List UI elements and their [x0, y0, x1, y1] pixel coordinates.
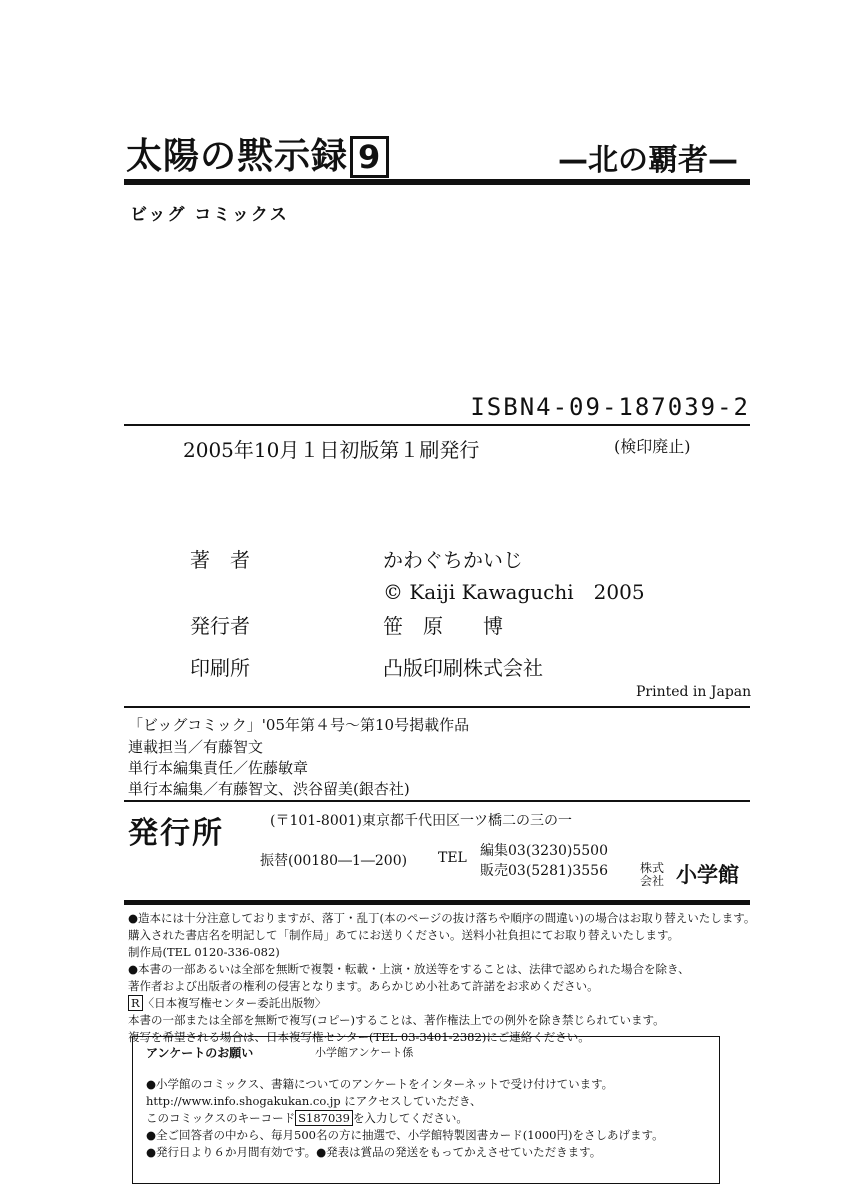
survey-line-4: ●全ご回答者の中から、毎月500名の方に抽選で、小学館特製図書カード(1000円)をさしあげます。: [146, 1128, 664, 1142]
author-label: 著 者: [190, 548, 250, 572]
note-line-8: 複写を希望される場合は、日本複写権センター(TEL 03-3401-2382)にご連絡ください。: [128, 1030, 590, 1044]
series-name: ビッグ コミックス: [130, 205, 289, 225]
tel-label: TEL: [438, 850, 467, 866]
corporation-type: [640, 862, 664, 888]
publisher-label: 発行者: [190, 614, 250, 638]
credits-rule: [124, 706, 750, 708]
printer-label: 印刷所: [190, 656, 250, 680]
postal-transfer: 振替(00180―1―200): [260, 853, 408, 869]
note-line-5: 著作者および出版者の権利の侵害となります。あらかじめ小社あて許諾をお求めください。: [128, 979, 599, 993]
book-subtitle: —北の覇者—: [558, 143, 738, 178]
survey-line-5: ●発行日より６か月間有効です。●発表は賞品の発送をもってかえさせていただきます。: [146, 1145, 602, 1159]
printer-name: 凸版印刷株式会社: [383, 656, 543, 680]
note-line-7: 本書の一部または全部を無断で複写(コピー)することは、著作権法上での例外を除き禁じられています。: [128, 1013, 665, 1027]
copyright: © Kaiji Kawaguchi 2005: [383, 580, 645, 604]
note-line-2: 購入された書店名を明記して「制作局」あてにお送りください。送料小社負担にてお取り替えいたします。: [128, 928, 680, 942]
author-name: かわぐちかいじ: [383, 548, 523, 572]
note-line-4: ●本書の一部あるいは全部を無断で複製・転載・上演・放送等をすることは、法律で認められた場合を除き、: [128, 962, 690, 976]
corp-type-line2: 会社: [640, 874, 665, 888]
publisher-name: 笹 原 博: [383, 614, 503, 638]
isbn-rule: [124, 424, 750, 426]
note-line-1: ●造本には十分注意しておりますが、落丁・乱丁(本のページの抜け落ちや順序の間違い)の場合はお取り替えいたします。: [128, 911, 756, 925]
note-line-3: 制作局(TEL 0120-336-082): [128, 945, 280, 959]
survey-key-code: S187039: [295, 1110, 353, 1126]
survey-heading: アンケートのお願い: [146, 1046, 254, 1060]
publisher-logo-name: 小学館: [676, 863, 739, 887]
survey-line-3: [146, 1110, 468, 1126]
registered-mark-icon: R: [128, 995, 143, 1011]
publisher-rule: [124, 900, 750, 905]
survey-line-2: [146, 1093, 482, 1109]
note-line-6-text: 〈日本複写権センター委託出版物〉: [142, 996, 327, 1010]
survey-department: 小学館アンケート係: [315, 1046, 414, 1059]
note-line-6: [128, 995, 326, 1011]
isbn: ISBN4-09-187039-2: [470, 393, 750, 421]
serialization-note: 「ビッグコミック」'05年第４号～第10号掲載作品: [128, 716, 470, 734]
book-title: [126, 128, 389, 179]
editorial-rule: [124, 800, 750, 802]
tel-sales: 販売03(5281)3556: [480, 863, 608, 879]
publisher-address: (〒101-8001)東京都千代田区一ツ橋二の三の一: [270, 813, 573, 829]
chief-editor: 単行本編集責任／佐藤敏章: [128, 759, 309, 777]
survey-line-2-tail: にアクセスしていただき、: [344, 1094, 482, 1108]
survey-line-3-tail: を入力してください。: [352, 1111, 468, 1125]
title-text: 太陽の黙示録: [126, 136, 349, 177]
survey-line-1: ●小学館のコミックス、書籍についてのアンケートをインターネットで受け付けています。: [146, 1077, 614, 1091]
header-rule: [124, 179, 750, 185]
corp-type-line1: 株式: [640, 861, 665, 875]
tel-editorial: 編集03(3230)5500: [480, 843, 608, 859]
printed-in-japan: Printed in Japan: [636, 684, 752, 700]
serial-editor: 連載担当／有藤智文: [128, 738, 264, 756]
publisher-office-label: 発行所: [128, 816, 224, 851]
publication-date: 2005年10月１日初版第１刷発行: [183, 438, 480, 462]
seal-note: (検印廃止): [614, 437, 691, 456]
book-editor: 単行本編集／有藤智文、渋谷留美(銀杏社): [128, 780, 410, 798]
volume-number: 9: [350, 136, 389, 178]
survey-line-3-head: このコミックスのキーコード: [146, 1111, 296, 1125]
survey-url[interactable]: http://www.info.shogakukan.co.jp: [146, 1094, 341, 1108]
